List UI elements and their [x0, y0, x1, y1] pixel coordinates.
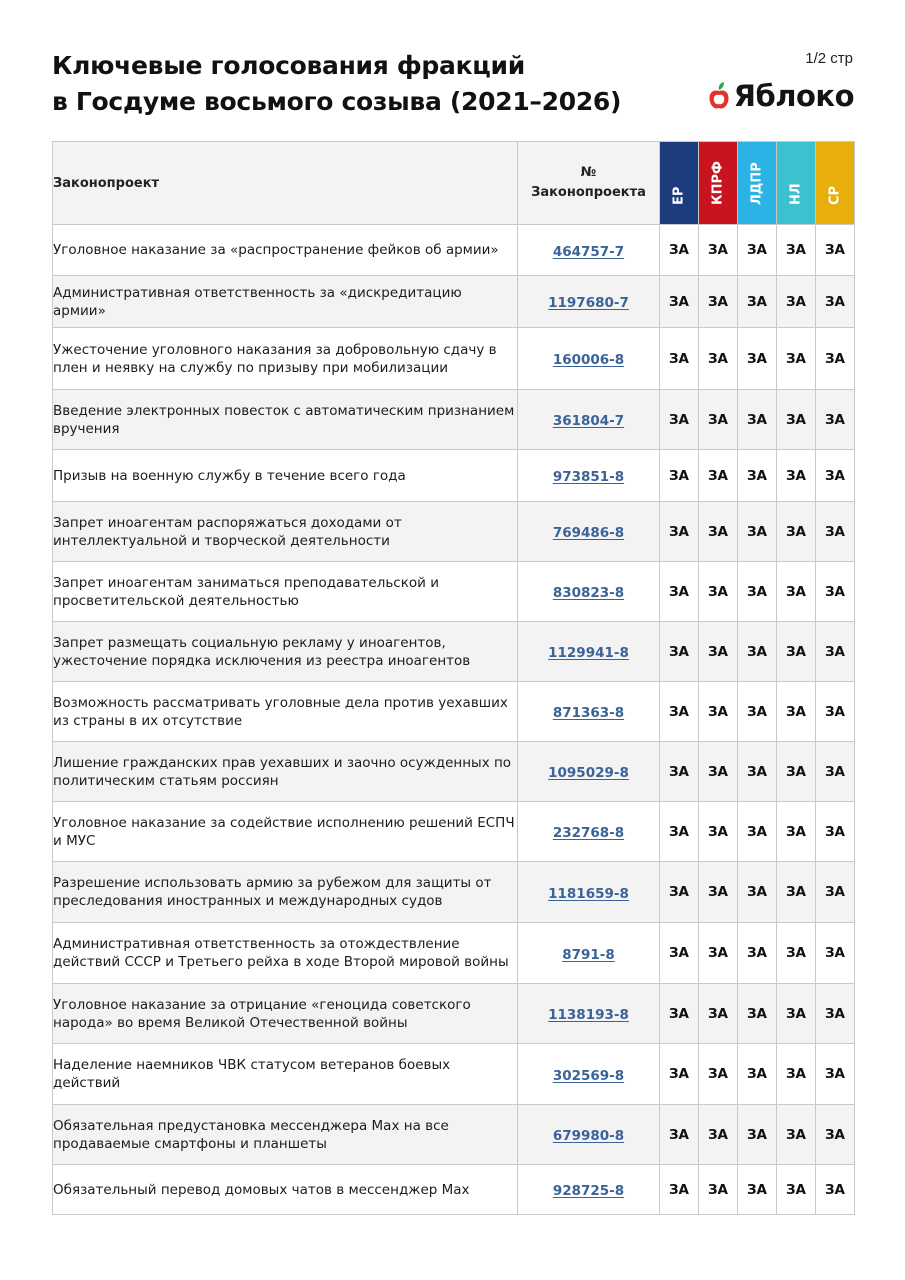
vote-cell: ЗА — [816, 923, 855, 984]
bill-number-cell — [518, 1105, 660, 1165]
bill-number-cell — [518, 1044, 660, 1105]
party-header — [816, 142, 855, 225]
vote-cell: ЗА — [660, 1165, 699, 1215]
party-label: НЛ — [788, 183, 804, 205]
header-number-sign: № — [580, 165, 597, 180]
bill-number-link[interactable]: 1197680-7 — [548, 295, 629, 311]
vote-cell: ЗА — [660, 562, 699, 622]
bill-number-link[interactable]: 928725-8 — [552, 1183, 625, 1199]
yabloko-logo — [706, 74, 854, 118]
table-row — [53, 742, 855, 802]
bill-title: Введение электронных повесток с автоматическим признанием вручения — [53, 390, 518, 450]
apple-logo-icon — [706, 81, 732, 111]
vote-cell: ЗА — [699, 390, 738, 450]
table-row — [53, 622, 855, 682]
bill-number-link[interactable]: 830823-8 — [552, 585, 625, 601]
title-line-2: в Госдуме восьмого созыва (2021–2026) — [52, 87, 622, 116]
vote-cell: ЗА — [816, 502, 855, 562]
bill-title: Уголовное наказание за «распространение фейков об армии» — [53, 225, 518, 276]
vote-cell: ЗА — [816, 276, 855, 328]
vote-cell: ЗА — [777, 984, 816, 1044]
party-header — [738, 142, 777, 225]
vote-cell: ЗА — [777, 328, 816, 390]
vote-cell: ЗА — [738, 1044, 777, 1105]
bill-number-cell — [518, 225, 660, 276]
vote-cell: ЗА — [816, 450, 855, 502]
vote-cell: ЗА — [699, 802, 738, 862]
title-line-1: Ключевые голосования фракций — [52, 51, 525, 80]
bill-title: Лишение гражданских прав уехавших и заочно осужденных по политическим статьям россиян — [53, 742, 518, 802]
vote-cell: ЗА — [738, 622, 777, 682]
vote-cell: ЗА — [777, 562, 816, 622]
bill-number-cell — [518, 862, 660, 923]
vote-cell: ЗА — [738, 1165, 777, 1215]
vote-cell: ЗА — [738, 742, 777, 802]
bill-number-link[interactable]: 1181659-8 — [548, 885, 629, 902]
vote-cell: ЗА — [660, 390, 699, 450]
vote-cell: ЗА — [660, 1044, 699, 1105]
vote-cell: ЗА — [738, 984, 777, 1044]
vote-cell: ЗА — [660, 682, 699, 742]
table-row — [53, 502, 855, 562]
bill-number-link[interactable]: 679980-8 — [552, 1128, 625, 1144]
vote-cell: ЗА — [699, 1105, 738, 1165]
page-number: 1/2 стр — [805, 50, 853, 67]
table-header-row — [53, 142, 855, 225]
header-bill-number — [518, 142, 660, 225]
party-label: ЕР — [671, 186, 687, 205]
vote-cell: ЗА — [777, 1165, 816, 1215]
vote-cell: ЗА — [738, 923, 777, 984]
bill-number-cell — [518, 328, 660, 390]
bill-title: Запрет иноагентам распоряжаться доходами от интеллектуальной и творческой деятельности — [53, 502, 518, 562]
party-header — [660, 142, 699, 225]
bill-title: Административная ответственность за отождествление действий СССР и Третьего рейха в ходе Второй мировой войны — [53, 923, 518, 984]
bill-title: Уголовное наказание за содействие исполнению решений ЕСПЧ и МУС — [53, 802, 518, 862]
vote-cell: ЗА — [699, 276, 738, 328]
vote-cell: ЗА — [777, 682, 816, 742]
bill-number-link[interactable]: 973851-8 — [552, 469, 625, 485]
vote-cell: ЗА — [660, 742, 699, 802]
vote-cell: ЗА — [816, 1105, 855, 1165]
vote-cell: ЗА — [777, 923, 816, 984]
party-header — [699, 142, 738, 225]
vote-cell: ЗА — [660, 328, 699, 390]
vote-cell: ЗА — [738, 862, 777, 923]
bill-number-cell — [518, 802, 660, 862]
table-row — [53, 923, 855, 984]
vote-cell: ЗА — [816, 1165, 855, 1215]
table-row — [53, 328, 855, 390]
vote-cell: ЗА — [816, 984, 855, 1044]
bill-title: Обязательный перевод домовых чатов в мессенджер Max — [53, 1165, 518, 1215]
table-row — [53, 225, 855, 276]
table-row — [53, 450, 855, 502]
vote-cell: ЗА — [738, 562, 777, 622]
vote-cell: ЗА — [699, 328, 738, 390]
vote-cell: ЗА — [660, 1105, 699, 1165]
bill-number-link[interactable]: 1129941-8 — [548, 645, 629, 661]
table-row — [53, 1044, 855, 1105]
vote-cell: ЗА — [777, 390, 816, 450]
bill-number-link[interactable]: 871363-8 — [552, 705, 625, 721]
vote-cell: ЗА — [699, 862, 738, 923]
vote-cell: ЗА — [816, 562, 855, 622]
vote-cell: ЗА — [738, 682, 777, 742]
vote-cell: ЗА — [738, 328, 777, 390]
vote-cell: ЗА — [816, 225, 855, 276]
vote-cell: ЗА — [738, 502, 777, 562]
vote-cell: ЗА — [738, 225, 777, 276]
party-label: КПРФ — [710, 161, 726, 205]
vote-cell: ЗА — [816, 390, 855, 450]
bill-title: Наделение наемников ЧВК статусом ветеранов боевых действий — [53, 1044, 518, 1105]
vote-cell: ЗА — [777, 450, 816, 502]
vote-cell: ЗА — [777, 622, 816, 682]
vote-cell: ЗА — [777, 802, 816, 862]
bill-number-cell — [518, 682, 660, 742]
vote-cell: ЗА — [699, 225, 738, 276]
bill-title: Запрет иноагентам заниматься преподавательской и просветительской деятельностью — [53, 562, 518, 622]
table-body — [53, 225, 855, 1215]
bill-number-cell — [518, 562, 660, 622]
bill-number-link[interactable]: 232768-8 — [552, 825, 625, 841]
vote-cell: ЗА — [738, 390, 777, 450]
logo-text: Яблоко — [733, 79, 854, 113]
vote-cell: ЗА — [699, 502, 738, 562]
table-row — [53, 1105, 855, 1165]
vote-cell: ЗА — [699, 1044, 738, 1105]
vote-cell: ЗА — [699, 923, 738, 984]
vote-cell: ЗА — [777, 225, 816, 276]
vote-cell: ЗА — [660, 862, 699, 923]
bill-title: Запрет размещать социальную рекламу у иноагентов, ужесточение порядка исключения из реестра иноагентов — [53, 622, 518, 682]
vote-cell: ЗА — [738, 450, 777, 502]
vote-cell: ЗА — [660, 502, 699, 562]
party-label: СР — [827, 185, 843, 205]
bill-title: Ужесточение уголовного наказания за добровольную сдачу в плен и неявку на службу по призыву при мобилизации — [53, 328, 518, 390]
bill-title: Призыв на военную службу в течение всего года — [53, 450, 518, 502]
vote-cell: ЗА — [777, 502, 816, 562]
bill-number-cell — [518, 276, 660, 328]
vote-cell: ЗА — [738, 276, 777, 328]
vote-cell: ЗА — [660, 450, 699, 502]
table-row — [53, 276, 855, 328]
bill-title: Разрешение использовать армию за рубежом для защиты от преследования иностранных и международных судов — [53, 862, 518, 923]
votes-table — [52, 141, 855, 1215]
vote-cell: ЗА — [816, 682, 855, 742]
vote-cell: ЗА — [816, 328, 855, 390]
page-title — [52, 48, 621, 120]
table-row — [53, 862, 855, 923]
bill-number-cell — [518, 622, 660, 682]
header-bill: Законопроект — [53, 142, 518, 225]
table-row — [53, 802, 855, 862]
bill-number-cell — [518, 923, 660, 984]
bill-number-cell — [518, 984, 660, 1044]
header-number-label: Законопроекта — [531, 185, 646, 200]
vote-cell: ЗА — [699, 562, 738, 622]
vote-cell: ЗА — [660, 225, 699, 276]
bill-number-cell — [518, 390, 660, 450]
vote-cell: ЗА — [699, 682, 738, 742]
vote-cell: ЗА — [777, 276, 816, 328]
vote-cell: ЗА — [699, 984, 738, 1044]
bill-number-link[interactable]: 1138193-8 — [548, 1007, 629, 1023]
vote-cell: ЗА — [660, 923, 699, 984]
vote-cell: ЗА — [660, 984, 699, 1044]
table-row — [53, 390, 855, 450]
vote-cell: ЗА — [816, 802, 855, 862]
vote-cell: ЗА — [777, 1044, 816, 1105]
bill-number-link[interactable]: 769486-8 — [552, 525, 625, 541]
vote-cell: ЗА — [816, 862, 855, 923]
vote-cell: ЗА — [699, 450, 738, 502]
table-row — [53, 682, 855, 742]
vote-cell: ЗА — [660, 802, 699, 862]
vote-cell: ЗА — [777, 742, 816, 802]
table-row — [53, 562, 855, 622]
vote-cell: ЗА — [738, 802, 777, 862]
bill-number-link[interactable]: 160006-8 — [552, 352, 625, 368]
vote-cell: ЗА — [699, 742, 738, 802]
vote-cell: ЗА — [777, 862, 816, 923]
bill-number-link[interactable]: 302569-8 — [552, 1067, 625, 1084]
bill-number-link[interactable]: 361804-7 — [552, 413, 625, 429]
vote-cell: ЗА — [738, 1105, 777, 1165]
bill-number-link[interactable]: 464757-7 — [552, 243, 625, 260]
party-label: ЛДПР — [749, 162, 765, 205]
vote-cell: ЗА — [816, 1044, 855, 1105]
vote-cell: ЗА — [660, 276, 699, 328]
bill-number-link[interactable]: 1095029-8 — [548, 765, 629, 781]
bill-number-cell — [518, 502, 660, 562]
vote-cell: ЗА — [816, 622, 855, 682]
bill-number-cell — [518, 742, 660, 802]
vote-cell: ЗА — [699, 1165, 738, 1215]
vote-cell: ЗА — [660, 622, 699, 682]
bill-title: Обязательная предустановка мессенджера Max на все продаваемые смартфоны и планшеты — [53, 1105, 518, 1165]
vote-cell: ЗА — [816, 742, 855, 802]
bill-number-cell — [518, 450, 660, 502]
bill-number-cell — [518, 1165, 660, 1215]
bill-title: Административная ответственность за «дискредитацию армии» — [53, 276, 518, 328]
bill-title: Возможность рассматривать уголовные дела против уехавших из страны в их отсутствие — [53, 682, 518, 742]
vote-cell: ЗА — [699, 622, 738, 682]
table-row — [53, 984, 855, 1044]
party-header — [777, 142, 816, 225]
vote-cell: ЗА — [777, 1105, 816, 1165]
bill-title: Уголовное наказание за отрицание «геноцида советского народа» во время Великой Отечественной войны — [53, 984, 518, 1044]
bill-number-link[interactable]: 8791-8 — [562, 946, 615, 963]
table-row — [53, 1165, 855, 1215]
